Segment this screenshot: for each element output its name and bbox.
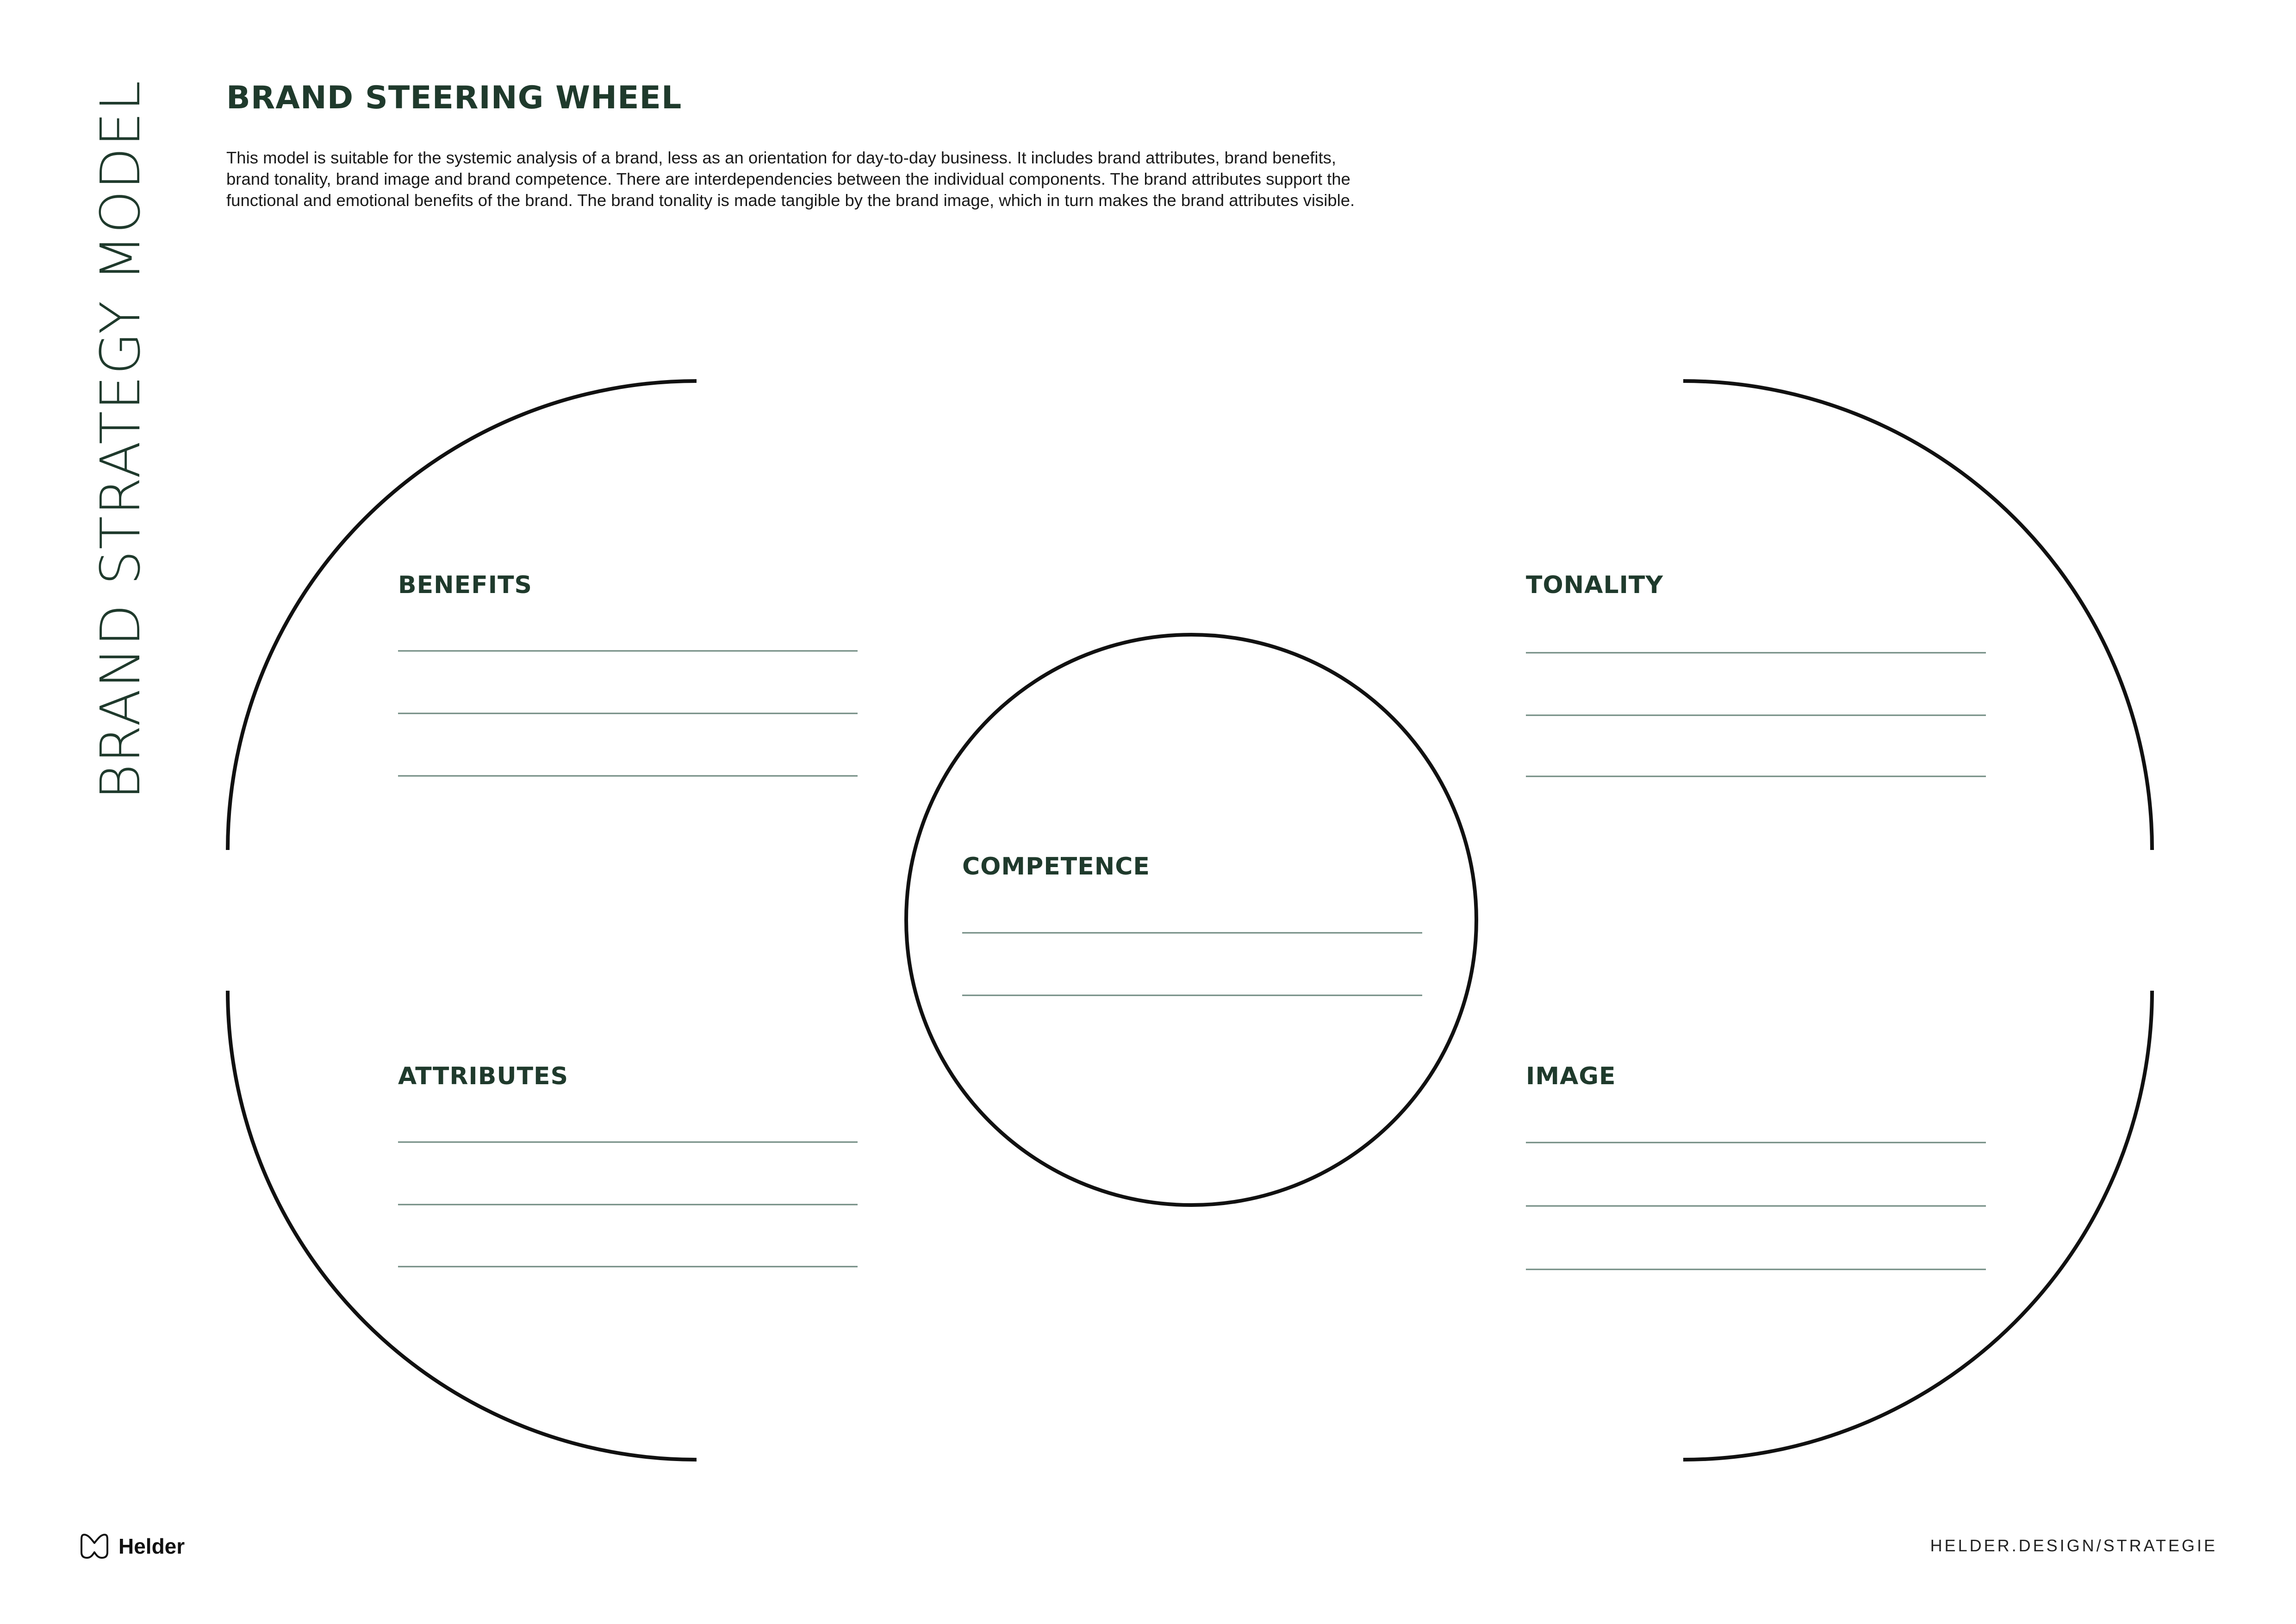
footer-url[interactable]: HELDER.DESIGN/STRATEGIE [1930, 1536, 2217, 1555]
left-lower-arc [228, 991, 697, 1460]
page-title: BRAND STEERING WHEEL [226, 80, 682, 116]
helder-logo-icon [81, 1532, 108, 1561]
footer-logo [81, 1530, 185, 1562]
attributes-label: ATTRIBUTES [398, 1062, 569, 1090]
tonality-label: TONALITY [1526, 571, 1664, 599]
image-label: IMAGE [1526, 1062, 1616, 1090]
right-lower-arc [1683, 991, 2152, 1460]
footer-brand-name: Helder [118, 1534, 185, 1558]
competence-label: COMPETENCE [962, 853, 1150, 881]
side-title: BRAND STRATEGY MODEL [88, 80, 152, 800]
right-upper-arc [1683, 381, 2152, 850]
competence-circle [906, 635, 1476, 1205]
left-upper-arc [228, 381, 697, 850]
benefits-label: BENEFITS [398, 571, 532, 599]
description-text: This model is suitable for the systemic analysis of a brand, less as an orientation for day-to-day business. It includes brand attributes, brand benefits, brand tonality, brand image and brand competence. There are interdependencies between the individual components. The brand attributes support the functional and emotional benefits of the brand. The brand tonality is made tangible by the brand image, which in turn makes the brand attributes visible. [226, 148, 1355, 210]
